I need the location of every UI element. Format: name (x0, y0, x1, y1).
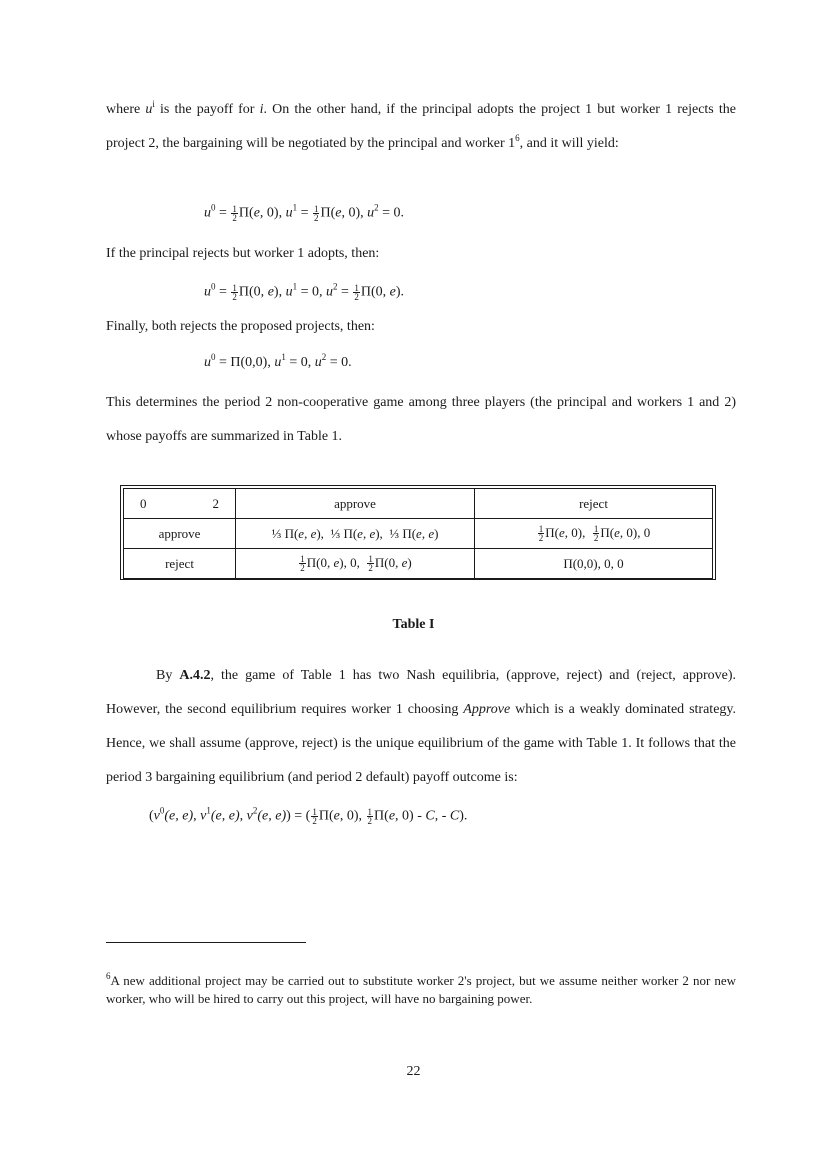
math-text: ) (407, 554, 412, 570)
math-var: u (204, 355, 211, 370)
fraction (593, 525, 600, 542)
math-var: e (369, 525, 376, 541)
footnote (106, 972, 736, 1008)
math-sup: 1 (281, 352, 286, 362)
math-op: = (215, 205, 231, 221)
math-sup: 1 (292, 281, 298, 292)
math-sup: 1 (206, 805, 211, 816)
math-var: e (310, 525, 317, 541)
fraction (538, 525, 545, 542)
column-header-reject: reject (475, 489, 713, 519)
math-text: Π(0, (306, 554, 334, 570)
math-text: Π( (343, 525, 358, 541)
math-var: u (285, 205, 293, 221)
table-header-row (124, 489, 713, 519)
equation-1 (204, 202, 405, 223)
math-text: = 0, (297, 284, 326, 300)
text: which is a weakly dominated strategy. Hence, we shall assume (approve, reject) is the unique equilibrium of the game with Table 1. It follows that the period 3 bargaining equilibrium (and period 2 default) payoff outcome is: (106, 702, 737, 785)
fraction (313, 205, 320, 222)
math-sup: i (152, 99, 155, 109)
math-text: ⅓ (271, 525, 282, 541)
denominator: 2 (354, 292, 359, 302)
math-var: e (333, 554, 340, 570)
math-var: u (204, 205, 211, 221)
page-number: 22 (406, 1064, 421, 1079)
fraction (353, 284, 360, 301)
math-text: Π(0, (238, 284, 268, 300)
equation-3 (204, 352, 352, 371)
math-var: i (259, 102, 264, 117)
math-text: ( (149, 808, 154, 824)
fraction (367, 555, 374, 572)
table-caption: Table I (392, 617, 435, 632)
math-var: v (246, 808, 253, 824)
numerator: 1 (232, 283, 237, 293)
math-text: Π( (402, 525, 417, 541)
math-text: Π( (284, 525, 299, 541)
math-text: , - (434, 808, 450, 824)
math-sup: 1 (292, 202, 298, 213)
math-var: u (204, 284, 211, 300)
payoff-cell-approve-approve (236, 519, 475, 549)
math-text: ⅓ (389, 525, 400, 541)
numerator: 1 (593, 524, 599, 535)
math-var: e (389, 284, 396, 300)
denominator: 2 (300, 563, 305, 574)
text: , the game of Table 1 has two Nash equilibria, (approve, reject) and (reject, approve). However, the second equilibrium requires worker 1 choosing (106, 668, 736, 717)
footnote-divider (106, 942, 306, 943)
numerator: 1 (312, 807, 317, 817)
fraction (367, 808, 374, 825)
math-op: = (337, 284, 353, 300)
math-text: ). (395, 284, 405, 300)
math-var: u (367, 205, 375, 221)
math-var: (e, e) (257, 808, 287, 824)
math-sup: 2 (321, 352, 327, 362)
paragraph-intro (106, 93, 736, 161)
payoff-table (120, 485, 716, 580)
denominator: 2 (593, 533, 599, 544)
math-text: ) = ( (286, 808, 311, 824)
math-text: ) (434, 525, 439, 541)
math-var: C (449, 808, 460, 824)
math-sup: 2 (332, 281, 338, 292)
table-row (124, 519, 713, 549)
math-var: e (416, 525, 422, 541)
footnote-text: A new additional project may be carried out to substitute worker 2's project, but we assume neither worker 2 nor new worker, who will be hired to carry out this project, will have no bargaining power. (106, 973, 736, 1006)
math-var: e (335, 205, 342, 221)
numerator: 1 (313, 204, 319, 214)
math-text: ). (459, 808, 468, 824)
text: . On the other hand, if the principal adopts the project 1 but worker 1 rejects the project 2, the bargaining will be negotiated by the principal and worker 1 (106, 102, 736, 151)
math-text: , 0), (341, 205, 368, 221)
math-op: = (297, 205, 312, 221)
assumption-ref: A.4.2 (179, 668, 211, 683)
denominator: 2 (232, 213, 237, 223)
math-text: = 0. (378, 205, 405, 221)
denominator: 2 (313, 213, 319, 223)
footnote-ref: 6 (515, 133, 520, 143)
corner-player-2: 2 (212, 495, 219, 511)
math-sup: 2 (374, 202, 379, 213)
math-text: , (421, 525, 429, 541)
payoff-cell-approve-reject (475, 519, 713, 549)
denominator: 2 (368, 563, 373, 574)
paragraph-game-description: This determines the period 2 non-cooperative game among three players (the principal and workers 1 and 2) whose payoffs are summarized in Table 1. (106, 395, 736, 444)
math-text: = 0. (326, 355, 352, 370)
math-sup: 0 (211, 352, 216, 362)
math-text: , 0), (259, 205, 286, 221)
row-header-reject: reject (124, 549, 236, 579)
emphasis-text: Approve (463, 702, 511, 717)
math-sup: 2 (252, 805, 258, 816)
math-var: e (401, 554, 408, 570)
payoff-cell-reject-reject: Π(0,0), 0, 0 (475, 549, 713, 579)
math-text: Π( (238, 205, 254, 221)
math-var: u (325, 284, 333, 300)
math-op: = (215, 284, 231, 300)
math-var: u (274, 355, 282, 370)
math-var: e (559, 524, 565, 540)
math-var: u (314, 355, 322, 370)
fraction (231, 284, 238, 301)
corner-player-0: 0 (140, 495, 147, 511)
denominator: 2 (232, 292, 237, 302)
math-text: , 0), (339, 808, 366, 824)
numerator: 1 (538, 524, 544, 535)
math-text: Π(0, (374, 554, 402, 570)
math-text: , (304, 525, 311, 541)
denominator: 2 (367, 816, 373, 826)
text: , and it will yield: (519, 136, 619, 151)
row-header-approve: approve (124, 519, 236, 549)
math-var: v (153, 808, 160, 824)
fraction (231, 205, 238, 222)
math-text: , (239, 808, 247, 824)
math-var: e (298, 525, 305, 541)
math-var: e (253, 205, 260, 221)
math-text: , 0), 0 (619, 524, 651, 540)
payoff-cell-reject-approve (236, 549, 475, 579)
math-text: ⅓ (330, 525, 341, 541)
math-text: Π( (374, 808, 389, 824)
math-text: Π(0, (360, 284, 390, 300)
math-var: v (200, 808, 207, 824)
numerator: 1 (232, 204, 237, 214)
numerator: 1 (368, 554, 373, 565)
math-var: e (267, 284, 274, 300)
text: where (106, 102, 141, 117)
text: By (156, 668, 180, 683)
math-var: C (425, 808, 435, 824)
math-var: e (333, 808, 340, 824)
numerator: 1 (300, 554, 305, 565)
math-text: Π( (600, 524, 615, 540)
footnote-mark: 6 (106, 971, 111, 981)
table-row (124, 549, 713, 579)
sentence-principal-rejects: If the principal rejects but worker 1 adopts, then: (106, 246, 380, 261)
math-text: = 0, (285, 355, 315, 370)
math-text: ), (316, 525, 324, 541)
math-text: Π( (545, 524, 559, 540)
denominator: 2 (538, 533, 544, 544)
math-sup: 0 (159, 805, 165, 816)
math-sup: 0 (211, 281, 216, 292)
math-text: Π( (320, 205, 336, 221)
math-var: (e, e) (164, 808, 194, 824)
math-text: , (362, 525, 370, 541)
text: is the payoff for (160, 102, 255, 117)
math-text: ), (375, 525, 383, 541)
math-text: ), (273, 284, 286, 300)
math-text: = Π(0,0), (215, 355, 275, 370)
math-text: Π( (318, 808, 334, 824)
math-var: e (357, 525, 363, 541)
denominator: 2 (312, 816, 317, 826)
sentence-both-reject: Finally, both rejects the proposed projects, then: (106, 319, 375, 334)
math-var: (e, e) (210, 808, 240, 824)
numerator: 1 (354, 283, 359, 293)
payoff-table-grid (123, 488, 713, 579)
paragraph-equilibrium (106, 659, 736, 795)
table-corner-cell (124, 489, 236, 519)
math-var: e (388, 808, 396, 824)
math-var: e (428, 525, 435, 541)
math-text: ), 0, (339, 554, 360, 570)
math-sup: 0 (211, 202, 216, 213)
fraction (311, 808, 318, 825)
math-text: , 0), (564, 524, 586, 540)
math-text: , 0) - (395, 808, 426, 824)
equation-2 (204, 281, 405, 302)
equation-4 (149, 805, 468, 826)
numerator: 1 (367, 807, 373, 817)
column-header-approve: approve (236, 489, 475, 519)
math-var: e (614, 524, 620, 540)
math-var: u (145, 102, 153, 117)
fraction (299, 555, 306, 572)
math-text: , (193, 808, 201, 824)
math-var: u (285, 284, 293, 300)
